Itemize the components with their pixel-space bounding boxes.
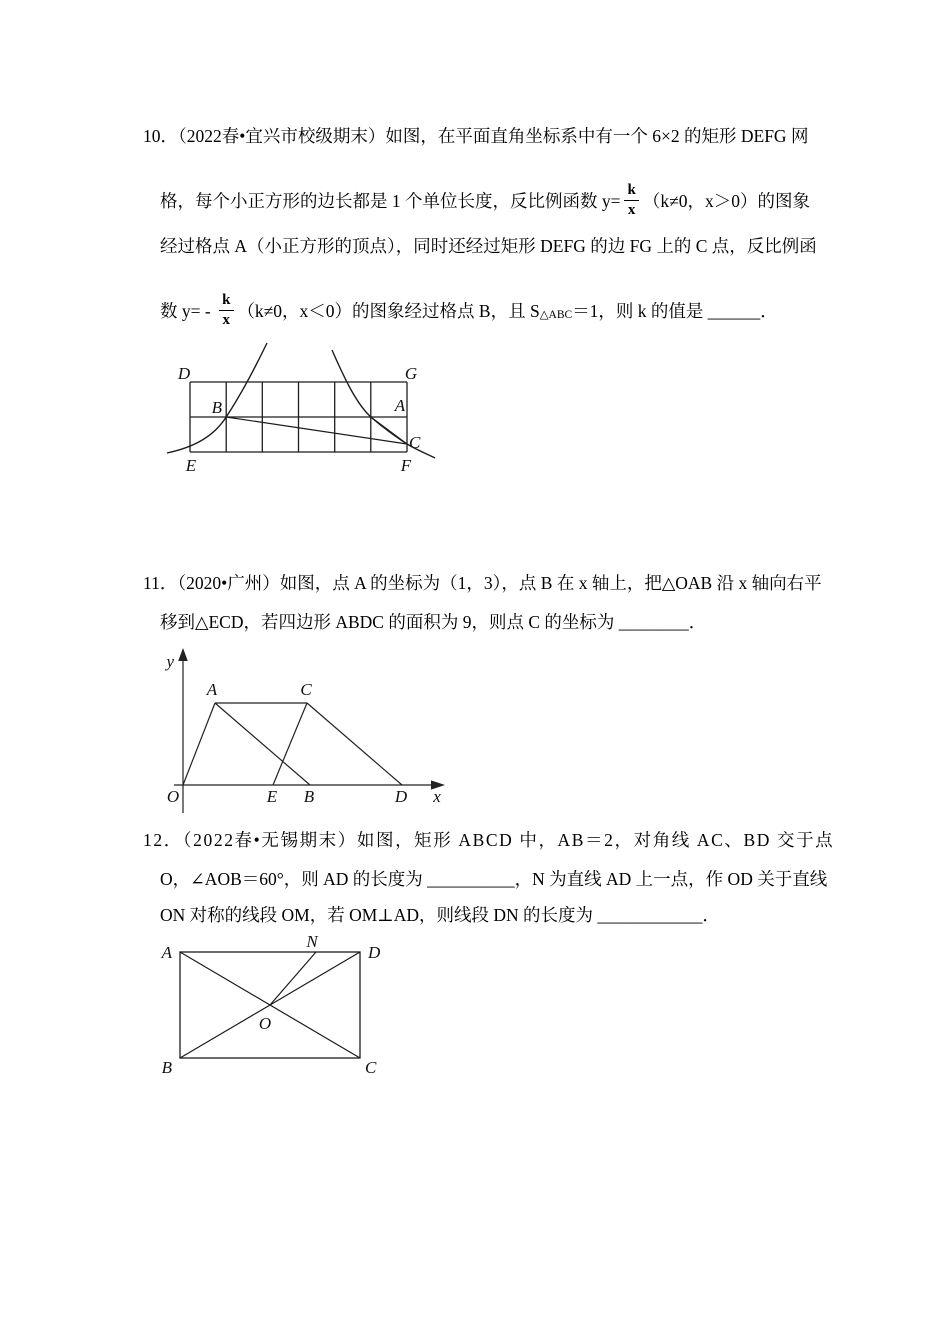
problem-10-line-2-text-after: （k≠0，x＞0）的图象 [642,190,810,211]
problem-10-line-4 [160,286,778,334]
fraction-k-over-x [624,182,640,218]
problem-10-line-1: 10．（2022春•宜兴市校级期末）如图，在平面直角坐标系中有一个 6×2 的矩形 DEFG 网 [143,126,809,146]
fig10-label-g: G [404,364,418,383]
fig10-label-c: C [409,433,421,452]
fraction-k-over-x-negative [218,292,234,328]
fig10-label-f: F [400,456,412,475]
fig12-label-c: C [365,1058,377,1077]
fig12-label-a: A [161,943,172,962]
fig10-label-a: A [394,396,406,415]
triangle-lines [183,703,402,785]
problem-10-line-4-text: 数 y= - [160,300,216,321]
fig10-label-b: B [211,398,222,417]
fig11-label-e: E [266,787,278,806]
fraction-denominator: x [219,310,235,329]
fig11-label-x-axis: x [433,787,441,806]
triangle-segments [226,417,407,444]
grid-6x2 [190,382,407,452]
fig12-label-d: D [368,943,381,962]
problem-12-line-3: ON 对称的线段 OM，若 OM⊥AD，则线段 DN 的长度为 ____________． [160,905,720,925]
fig12-label-n: N [306,932,318,951]
problem-10-line-3: 经过格点 A（小正方形的顶点），同时还经过矩形 DEFG 的边 FG 上的 C 点，反比例函 [160,236,817,256]
fraction-numerator: k [627,182,636,198]
problem-10-line-4-text-after: ＝1，则 k 的值是 ______． [572,300,778,321]
figure-10-grid-hyperbola [150,340,460,480]
fig11-label-a: A [206,680,218,699]
problem-10-line-4-text-mid: （k≠0，x＜0）的图象经过格点 B，且 S [237,300,540,321]
triangle-abc-subscript: △ABC [539,309,573,321]
fraction-denominator: x [624,200,640,219]
fraction-numerator: k [222,292,231,308]
fig11-label-origin-o: O [166,787,180,806]
fig10-label-e: E [185,456,197,475]
problem-12-line-1: 12．（2022春•无锡期末）如图，矩形 ABCD 中，AB＝2，对角线 AC、BD 交于点 [143,830,835,850]
problem-12-line-2: O，∠AOB＝60°，则 AD 的长度为 __________，N 为直线 AD 上一点，作 OD 关于直线 [160,869,828,889]
fig12-label-b: B [161,1058,172,1077]
problem-11-line-2: 移到△ECD，若四边形 ABDC 的面积为 9，则点 C 的坐标为 ________． [160,612,707,632]
fig12-label-o: O [258,1014,272,1033]
problem-10-line-2-text: 格，每个小正方形的边长都是 1 个单位长度，反比例函数 y= [160,190,621,211]
y-axis-arrowhead [178,648,188,661]
problem-11-line-1: 11．（2020•广州）如图，点 A 的坐标为（1，3），点 B 在 x 轴上，把△OAB 沿 x 轴向右平 [143,573,822,593]
fig11-label-c: C [300,680,312,699]
fig11-label-d: D [394,787,408,806]
problem-10-line-2 [160,176,810,224]
fig10-label-d: D [177,364,191,383]
fig11-label-b: B [303,787,315,806]
diagonals-and-on [180,952,360,1058]
figure-11-coordinate-triangles [160,645,460,820]
figure-12-rectangle-diagonals [150,930,410,1090]
fig11-label-y-axis: y [166,652,174,671]
